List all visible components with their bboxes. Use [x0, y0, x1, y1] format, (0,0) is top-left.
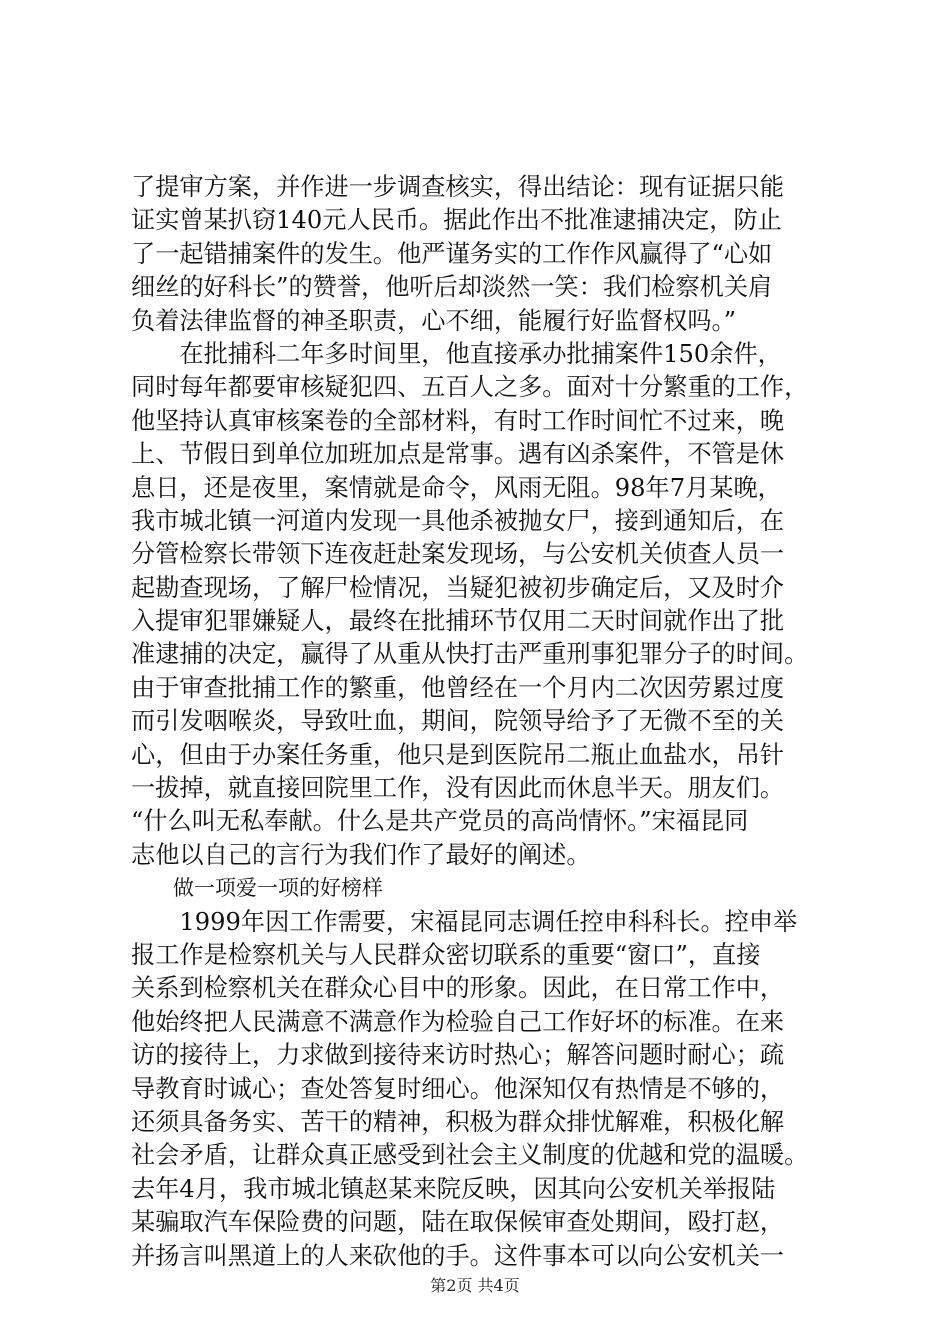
- text-line: 社会矛盾，让群众真正感受到社会主义制度的优越和党的温暖。: [131, 1141, 809, 1170]
- text-line: 息日，还是夜里，案情就是命令，风雨无阻。98年7月某晚，: [131, 473, 782, 502]
- text-line: 细丝的好科长”的赞誉，他听后却淡然一笑：我们检察机关肩: [131, 273, 773, 302]
- text-line: 去年4月，我市城北镇赵某来院反映，因其向公安机关举报陆: [131, 1174, 776, 1203]
- text-line: 还须具备务实、苦干的精神，积极为群众排忧解难，积极化解: [131, 1107, 785, 1136]
- text-line: 入提审犯罪嫌疑人，最终在批捕环节仅用二天时间就作出了批: [131, 607, 785, 636]
- text-line: 证实曾某扒窃140元人民币。据此作出不批准逮捕决定，防止: [131, 206, 782, 235]
- text-line: 他始终把人民满意不满意作为检验自己工作好坏的标准。在来: [131, 1007, 785, 1036]
- section-heading: 做一项爱一项的好榜样: [131, 876, 383, 901]
- text-line: 某骗取汽车保险费的问题，陆在取保候审查处期间，殴打赵，: [131, 1208, 785, 1237]
- text-line: “什么叫无私奉献。什么是共产党员的高尚情怀。”宋福昆同: [131, 807, 749, 836]
- text-line: 他坚持认真审核案卷的全部材料，有时工作时间忙不过来，晚: [131, 406, 785, 435]
- text-line: 准逮捕的决定，赢得了从重从快打击严重刑事犯罪分子的时间。: [131, 640, 809, 669]
- text-line: 在批捕科二年多时间里，他直接承办批捕案件150余件，: [131, 339, 782, 368]
- page-number-footer: 第2页 共4页: [430, 1276, 520, 1295]
- text-line: 负着法律监督的神圣职责，心不细，能履行好监督权吗。”: [131, 306, 736, 335]
- text-line: 而引发咽喉炎，导致吐血，期间，院领导给予了无微不至的关: [131, 707, 785, 736]
- text-line: 心，但由于办案任务重，他只是到医院吊二瓶止血盐水，吊针: [131, 740, 785, 769]
- text-line: 报工作是检察机关与人民群众密切联系的重要“窗口”，直接: [131, 940, 761, 969]
- text-line: 我市城北镇一河道内发现一具他杀被抛女尸，接到通知后，在: [131, 506, 785, 535]
- text-line: 导教育时诚心；查处答复时细心。他深知仅有热情是不够的，: [131, 1074, 785, 1103]
- text-line: 访的接待上，力求做到接待来访时热心；解答问题时耐心；疏: [131, 1041, 785, 1070]
- text-line: 关系到检察机关在群众心目中的形象。因此，在日常工作中，: [131, 974, 785, 1003]
- text-line: 志他以自己的言行为我们作了最好的阐述。: [131, 840, 591, 869]
- document-body: [131, 171, 831, 1273]
- text-line: 由于审查批捕工作的繁重，他曾经在一个月内二次因劳累过度: [131, 673, 785, 702]
- text-line: 同时每年都要审核疑犯四、五百人之多。面对十分繁重的工作，: [131, 373, 809, 402]
- text-line: 1999年因工作需要，宋福昆同志调任控申科科长。控申举: [131, 907, 798, 936]
- text-line: 一拔掉，就直接回院里工作，没有因此而休息半天。朋友们。: [131, 774, 785, 803]
- text-line: 了一起错捕案件的发生。他严谨务实的工作作风赢得了“心如: [131, 239, 773, 268]
- text-line: 上、节假日到单位加班加点是常事。遇有凶杀案件，不管是休: [131, 440, 785, 469]
- text-line: 并扬言叫黑道上的人来砍他的手。这件事本可以向公安机关一: [131, 1241, 785, 1270]
- text-line: 起勘查现场，了解尸检情况，当疑犯被初步确定后，又及时介: [131, 573, 785, 602]
- text-line: 了提审方案，并作进一步调查核实，得出结论：现有证据只能: [131, 173, 785, 201]
- text-line: 分管检察长带领下连夜赶赴案发现场，与公安机关侦查人员一: [131, 540, 785, 569]
